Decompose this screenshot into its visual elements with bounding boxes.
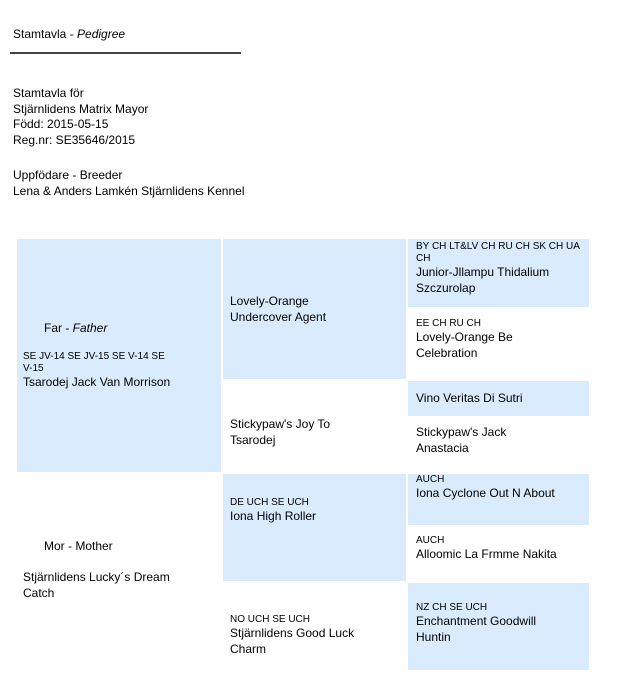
mother-label: Mor - Mother xyxy=(44,539,113,553)
father-name: Tsarodej Jack Van Morrison xyxy=(23,375,171,389)
dog-intro: Stamtavla för xyxy=(13,86,84,100)
fm-father-cell xyxy=(408,381,589,416)
ff-mother-name: Lovely-Orange Be Celebration xyxy=(416,330,513,360)
breeder-label: Uppfödare - Breeder xyxy=(13,168,123,182)
ff-father-name: Junior-Jllampu Thidalium Szczurolap xyxy=(416,265,550,295)
ff-mother-titles: EE CH RU CH xyxy=(416,318,482,329)
ff-father-titles: BY CH LT&LV CH RU CH SK CH UA CH xyxy=(416,241,580,264)
title-swedish: Stamtavla - xyxy=(13,27,78,41)
fm-father-name: Vino Veritas Di Sutri xyxy=(416,391,523,405)
mm-father-name: Enchantment Goodwill Huntin xyxy=(416,614,537,644)
ff-mother-cell xyxy=(408,309,589,379)
mf-mother-cell xyxy=(408,527,589,581)
paternal-grandmother-name: Stickypaw's Joy To Tsarodej xyxy=(230,417,331,447)
mf-father-cell xyxy=(408,474,589,525)
breeder-name: Lena & Anders Lamkén Stjärnlidens Kennel xyxy=(13,183,245,198)
maternal-grandfather-cell xyxy=(223,474,406,581)
mother-name: Stjärnlidens Lucky´s Dream Catch xyxy=(23,570,170,600)
maternal-grandmother-titles: NO UCH SE UCH xyxy=(230,614,311,625)
mf-father-titles: AUCH xyxy=(416,474,445,485)
paternal-grandmother-cell xyxy=(223,381,406,472)
father-cell xyxy=(17,239,221,472)
ff-father-cell xyxy=(408,239,589,307)
father-label: Far - Father xyxy=(44,321,108,335)
mf-father-name: Iona Cyclone Out N About xyxy=(416,486,555,500)
father-titles: SE JV-14 SE JV-15 SE V-14 SE V-15 xyxy=(23,351,165,374)
maternal-grandfather-name: Iona High Roller xyxy=(230,509,317,523)
maternal-grandmother-cell xyxy=(223,583,406,670)
dog-reg: Reg.nr: SE35646/2015 xyxy=(13,132,136,147)
maternal-grandfather-titles: DE UCH SE UCH xyxy=(230,497,309,508)
mf-mother-name: Alloomic La Frmme Nakita xyxy=(416,547,557,561)
paternal-grandfather-name: Lovely-Orange Undercover Agent xyxy=(230,294,327,324)
dog-name: Stjärnlidens Matrix Mayor xyxy=(13,101,149,116)
fm-mother-name: Stickypaw's Jack Anastacia xyxy=(416,425,507,455)
paternal-grandfather-cell xyxy=(223,239,406,379)
mm-father-cell xyxy=(408,583,589,670)
fm-mother-cell xyxy=(408,418,589,472)
mother-cell xyxy=(17,474,221,670)
title-english: Pedigree xyxy=(77,27,126,41)
mf-mother-titles: AUCH xyxy=(416,535,445,546)
mm-father-titles: NZ CH SE UCH xyxy=(416,602,488,613)
dog-born: Född: 2015-05-15 xyxy=(13,117,109,131)
maternal-grandmother-name: Stjärnlidens Good Luck Charm xyxy=(230,626,355,656)
